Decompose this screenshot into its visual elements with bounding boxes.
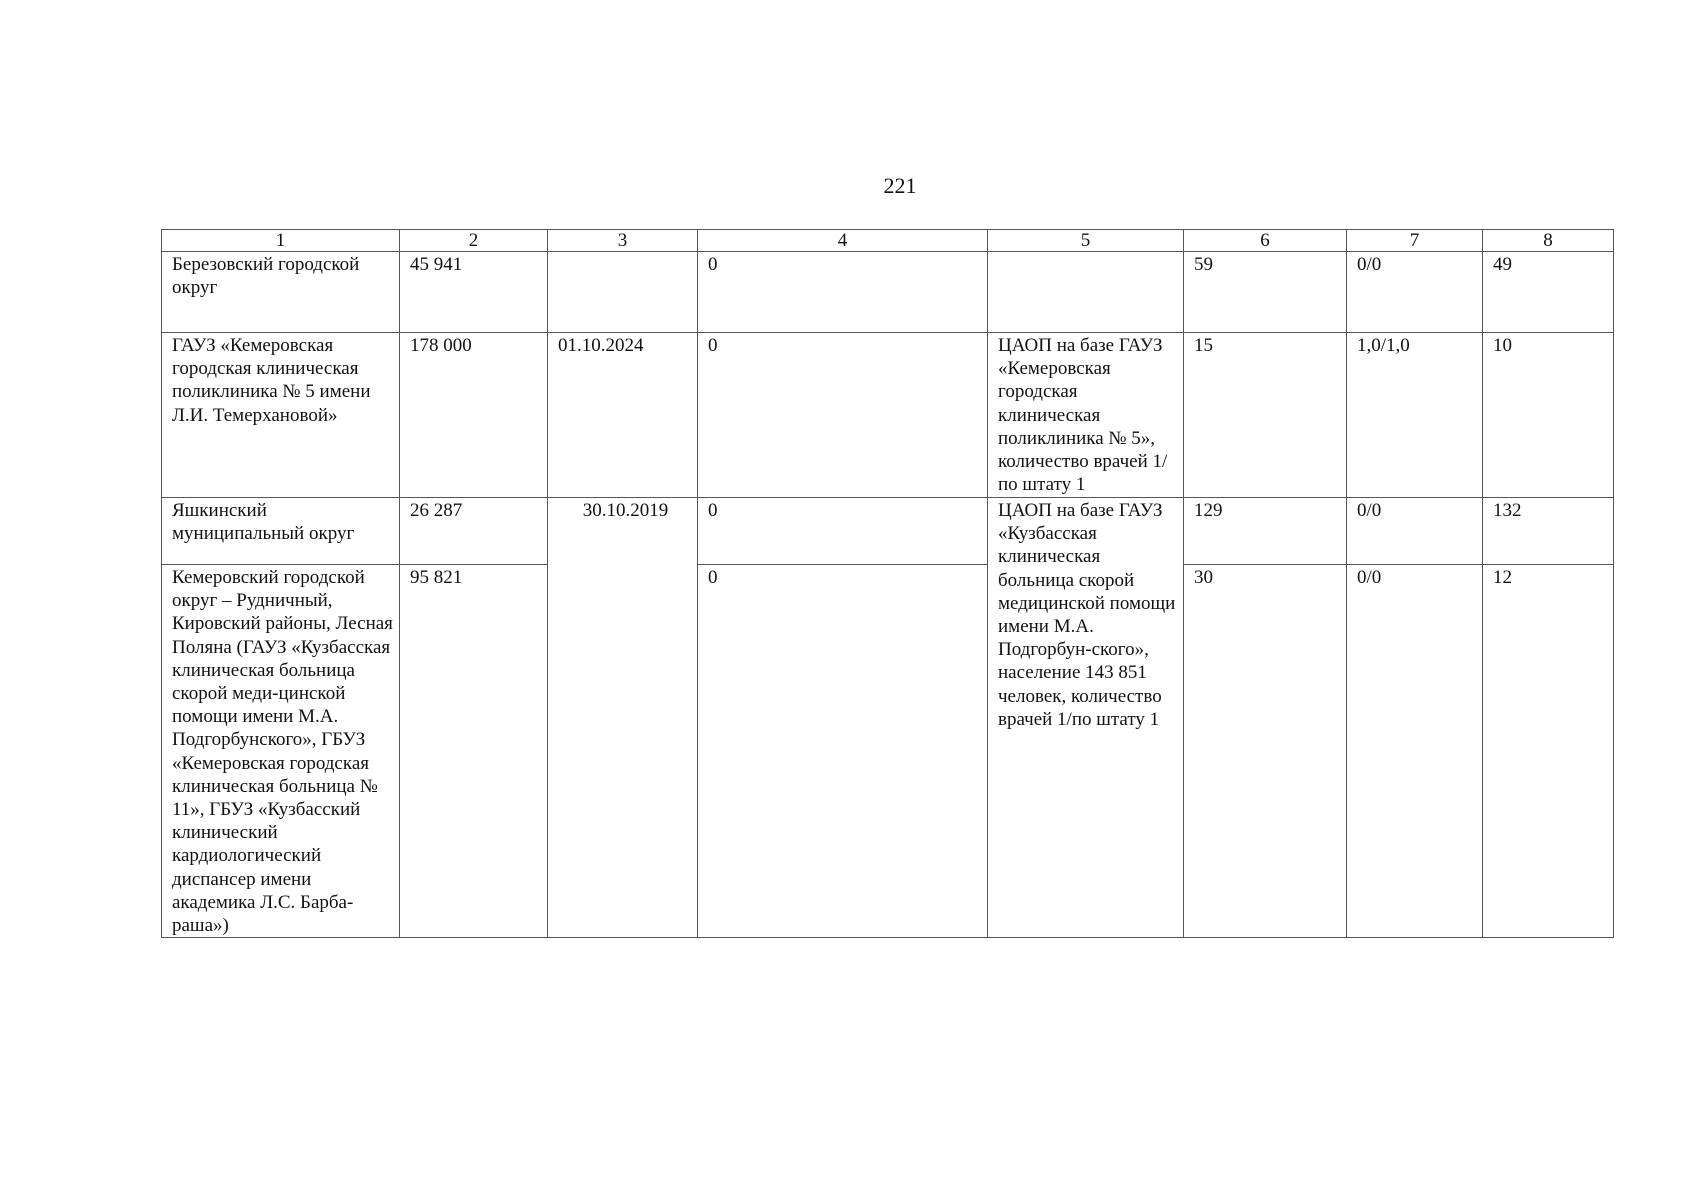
col7-cell: 0/0 [1347,252,1483,333]
population-cell: 95 821 [400,565,548,938]
table-header-row [162,230,1614,252]
header-cell: 8 [1483,230,1614,252]
table-row [162,252,1614,333]
col7-cell: 1,0/1,0 [1347,333,1483,498]
table-row [162,498,1614,565]
col4-cell: 0 [698,498,988,565]
col7-cell: 0/0 [1347,498,1483,565]
data-table [161,229,1614,938]
col8-cell: 12 [1483,565,1614,938]
col8-cell: 10 [1483,333,1614,498]
page-number: 221 [883,173,917,198]
header-cell: 6 [1184,230,1347,252]
col7-cell: 0/0 [1347,565,1483,938]
col8-cell: 132 [1483,498,1614,565]
table-row [162,333,1614,498]
col6-cell: 30 [1184,565,1347,938]
header-cell: 5 [988,230,1184,252]
header-cell: 3 [548,230,698,252]
table-row [162,565,1614,938]
territory-cell: ГАУЗ «Кемеровская городская клиническая поликлиника № 5 имени Л.И. Темерхановой» [162,333,400,498]
territory-cell: Березовский городской округ [162,252,400,333]
date-cell [548,252,698,333]
caop-cell: ЦАОП на базе ГАУЗ «Кемеровская городская клиническая поликлиника № 5», количество врачей 1/по штату 1 [988,333,1184,498]
col6-cell: 59 [1184,252,1347,333]
population-cell: 45 941 [400,252,548,333]
date-cell: 30.10.2019 [548,498,698,938]
header-cell: 4 [698,230,988,252]
col4-cell: 0 [698,333,988,498]
population-cell: 26 287 [400,498,548,565]
territory-cell: Кемеровский городской округ – Рудничный, Кировский районы, Лесная Поляна (ГАУЗ «Кузбасская клиническая больница скорой меди-цинской помощи имени М.А. Подгорбунского», ГБУЗ «Кемеровская городская клиническая больница № 11», ГБУЗ «Кузбасский клинический кардиологический диспансер имени академика Л.С. Барба-раша») [162,565,400,938]
col4-cell: 0 [698,565,988,938]
population-cell: 178 000 [400,333,548,498]
date-cell: 01.10.2024 [548,333,698,498]
col6-cell: 129 [1184,498,1347,565]
header-cell: 2 [400,230,548,252]
caop-cell: ЦАОП на базе ГАУЗ «Кузбасская клиническая больница скорой медицинской помощи имени М.А. Подгорбун-ского», население 143 851 человек, количество врачей 1/по штату 1 [988,498,1184,938]
col4-cell: 0 [698,252,988,333]
header-cell: 7 [1347,230,1483,252]
col8-cell: 49 [1483,252,1614,333]
col6-cell: 15 [1184,333,1347,498]
caop-cell [988,252,1184,333]
header-cell: 1 [162,230,400,252]
territory-cell: Яшкинский муниципальный округ [162,498,400,565]
